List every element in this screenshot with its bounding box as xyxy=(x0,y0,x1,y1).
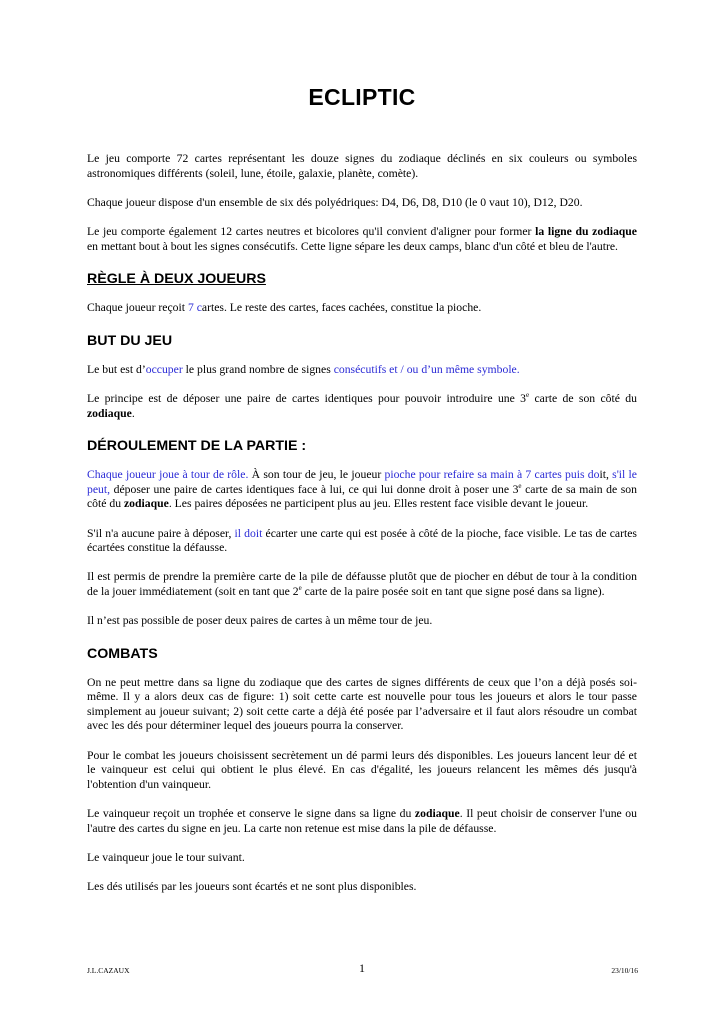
game-flow-paragraph-4: Il n’est pas possible de poser deux paires de cartes à un même tour de jeu. xyxy=(87,614,433,628)
text-span: écarter une carte qui est posée à côté de la pioche, face visible. Le tas de cartes écartées constitue la défausse. xyxy=(87,526,637,555)
text-span: Chaque joueur reçoit xyxy=(87,301,188,315)
bold-text: zodiaque xyxy=(124,497,169,511)
text-span: À son tour de jeu, le joueur xyxy=(248,468,385,482)
text-span: carte de la paire posée soit en tant que signe posé dans sa ligne). xyxy=(301,584,605,598)
section-heading-goal: BUT DU JEU xyxy=(87,332,173,349)
highlighted-text: 7 c xyxy=(187,301,202,315)
goal-paragraph-2 xyxy=(87,392,637,421)
highlighted-text: pioche pour refaire sa main à 7 cartes puis do xyxy=(384,468,600,482)
bold-text: zodiaque xyxy=(87,406,132,420)
text-span: . Il peut choisir de conserver l'une ou l'autre des cartes du signe en jeu. La carte non retenue est mise dans la pile de défausse. xyxy=(87,807,637,835)
combats-paragraph-5: Les dés utilisés par les joueurs sont écartés et ne sont plus disponibles. xyxy=(87,879,417,893)
combats-paragraph-3 xyxy=(87,807,637,836)
bold-text: la ligne du zodiaque xyxy=(535,224,637,238)
game-flow-paragraph-2 xyxy=(87,527,637,556)
combats-paragraph-2: Pour le combat les joueurs choisissent secrètement un dé parmi leurs dés disponibles. Les joueurs lancent leur dé et le vainqueur est celui qui obtient le plus élevé. En cas d'égalité, les joueurs relancent les mêmes dés jusqu'à l'obtention d'un vainqueur. xyxy=(87,748,637,791)
game-flow-paragraph-1 xyxy=(87,468,637,512)
section-heading-combats: COMBATS xyxy=(87,645,158,662)
highlighted-text: il doit xyxy=(234,526,263,540)
intro-paragraph-2: Chaque joueur dispose d'un ensemble de six dés polyédriques: D4, D6, D8, D10 (le 0 vaut 10), D12, D20. xyxy=(87,195,583,209)
section-heading-two-players: RÈGLE À DEUX JOUEURS xyxy=(87,271,266,288)
text-span: . Les paires déposées ne participent plus au jeu. Elles restent face visible devant le joueur. xyxy=(168,497,589,511)
combats-paragraph-1: On ne peut mettre dans sa ligne du zodiaque que des cartes de signes différents de ceux que l’on a déjà posés soi-même. Il y a alors deux cas de figure: 1) soit cette carte est nouvelle pour tous les joueurs et alors le tour passe simplement au joueur suivant; 2) soit cette carte a déjà été posée par l’adversaire et il faut alors résoudre un combat avec les dés pour déterminer lequel des joueurs pourra la conserver. xyxy=(87,675,637,733)
highlighted-text: occuper xyxy=(145,362,183,376)
text-span: Il est permis de prendre la première carte de la pile de défausse plutôt que de piocher en début de tour à la condition de la jouer immédiatement (soit en tant que 2 xyxy=(87,570,637,598)
text-span: it, xyxy=(599,468,609,482)
text-span: en mettant bout à bout les signes consécutifs. Cette ligne sépare les deux camps, blanc d'un côté et bleu de l'autre. xyxy=(87,239,618,253)
combats-paragraph-4: Le vainqueur joue le tour suivant. xyxy=(87,850,245,864)
bold-text: zodiaque xyxy=(414,807,460,820)
intro-paragraph-3 xyxy=(87,225,637,254)
text-span: Le principe est de déposer une paire de cartes identiques pour pouvoir introduire une 3 xyxy=(87,391,527,405)
text-span: le plus grand nombre de signes xyxy=(182,362,334,376)
footer-page-number: 1 xyxy=(359,961,365,975)
footer-author: J.L.CAZAUX xyxy=(87,966,130,975)
intro-paragraph-1: Le jeu comporte 72 cartes représentant les douze signes du zodiaque déclinés en six couleurs ou symboles astronomiques différents (soleil, lune, étoile, galaxie, planète, comète). xyxy=(87,152,637,180)
highlighted-text: s'il le peut, xyxy=(87,468,637,496)
footer-date: 23/10/16 xyxy=(611,966,638,975)
document-body xyxy=(87,152,637,909)
highlighted-text: Chaque joueur joue à tour de rôle. xyxy=(87,468,249,482)
text-span: . xyxy=(131,406,135,420)
goal-paragraph-1 xyxy=(87,363,637,378)
text-span: Le jeu comporte également 12 cartes neutres et bicolores qu'il convient d'aligner pour former xyxy=(87,224,536,238)
text-span: carte de son côté du xyxy=(529,391,637,405)
text-span: artes. Le reste des cartes, faces cachées, constitue la pioche. xyxy=(201,301,482,315)
section-heading-game-flow: DÉROULEMENT DE LA PARTIE : xyxy=(87,438,307,455)
two-players-paragraph xyxy=(87,301,637,316)
text-span: carte de sa main de son côté du xyxy=(87,482,637,511)
superscript: e xyxy=(526,390,530,399)
document-title: ECLIPTIC xyxy=(308,84,416,110)
text-span: Le but est d’ xyxy=(87,362,146,376)
superscript: e xyxy=(518,481,522,490)
superscript: e xyxy=(298,583,302,592)
text-span: Le vainqueur reçoit un trophée et conserve le signe dans sa ligne du xyxy=(87,807,415,820)
text-span: déposer une paire de cartes identiques face à lui, ce qui lui donne droit à poser une 3 xyxy=(110,482,519,496)
highlighted-text: consécutifs et / ou d’un même symbole. xyxy=(333,362,520,376)
text-span: S'il n'a aucune paire à déposer, xyxy=(87,526,235,540)
game-flow-paragraph-3 xyxy=(87,570,637,599)
